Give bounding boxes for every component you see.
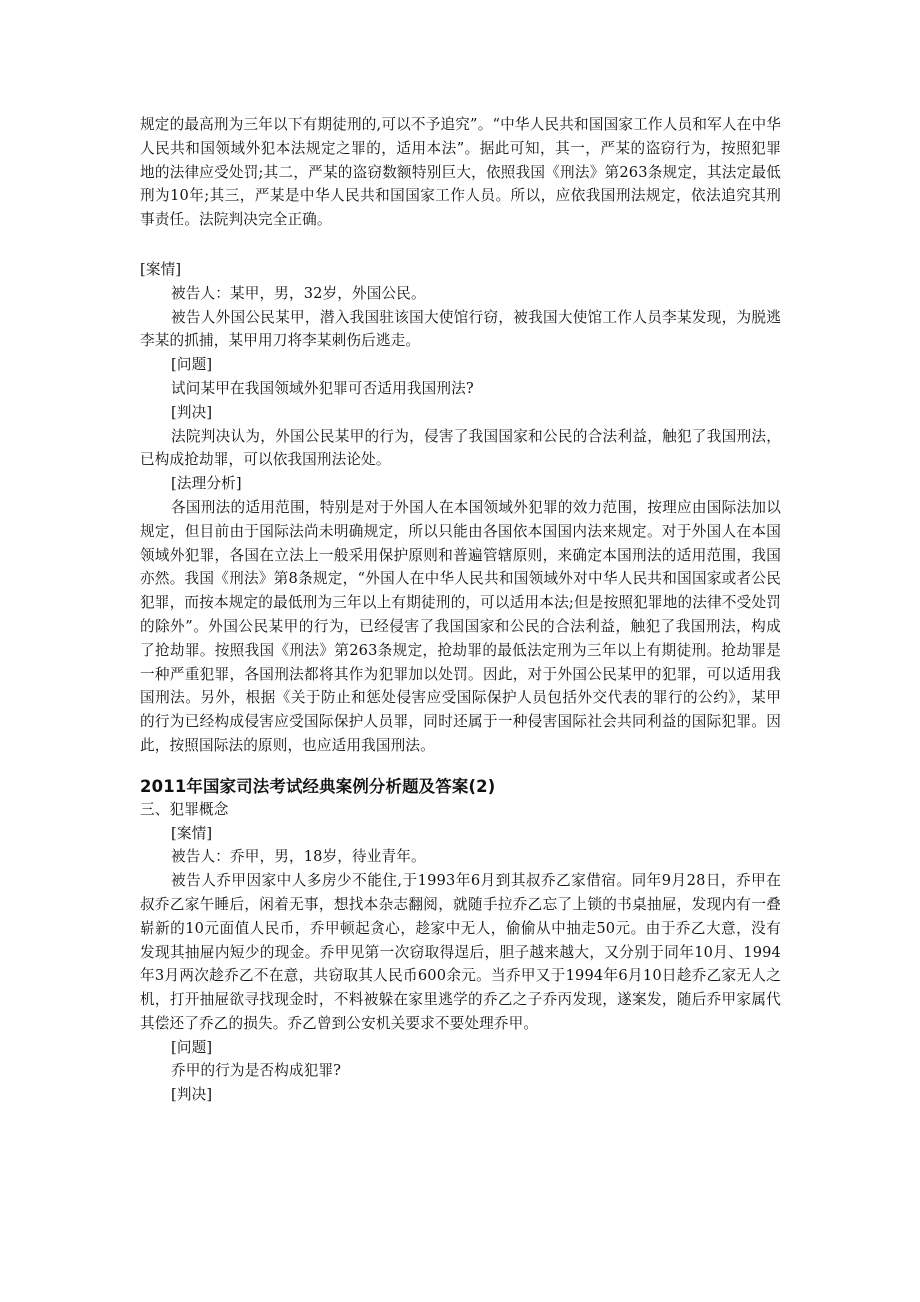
question-label: [问题]: [171, 1038, 213, 1056]
case-facts: 被告人外国公民某甲，潜入我国驻该国大使馆行窃，被我国大使馆工作人员李某发现，为脱逃李某的抓捕，某甲用刀将李某刺伤后逃走。: [140, 308, 781, 350]
defendant-line: 被告人：某甲，男，32岁，外国公民。: [171, 284, 426, 302]
case-label: [案情]: [140, 260, 182, 278]
analysis-label: [法理分析]: [171, 475, 242, 493]
spacer: [140, 758, 781, 775]
intro-paragraph: 规定的最高刑为三年以下有期徒刑的,可以不予追究”。“中华人民共和国国家工作人员和军人在中华人民共和国领域外犯本法规定之罪的，适用本法”。据此可知，其一，严某的盗窃行为，按照犯罪地的法律应受处罚;其二，严某的盗窃数额特别巨大，依照我国《刑法》第263条规定，其法定最低刑为10年;其三，严某是中华人民共和国国家工作人员。所以，应依我国刑法规定，依法追究其刑事责任。法院判决完全正确。: [140, 116, 781, 229]
section-heading: 2011年国家司法考试经典案例分析题及答案(2): [140, 776, 496, 796]
judgment-label: [判决]: [171, 1086, 213, 1104]
question-text: 乔甲的行为是否构成犯罪?: [171, 1062, 342, 1080]
question-text: 试问某甲在我国领域外犯罪可否适用我国刑法?: [171, 379, 474, 397]
document-body: [140, 113, 781, 1107]
defendant-line: 被告人：乔甲，男，18岁，待业青年。: [171, 848, 426, 866]
question-label: [问题]: [171, 356, 213, 374]
analysis-text: 各国刑法的适用范围，特别是对于外国人在本国领域外犯罪的效力范围，按理应由国际法加以规定，但目前由于国际法尚未明确规定，所以只能由各国依本国国内法来规定。对于外国人在本国领域外犯罪，各国在立法上一般采用保护原则和普遍管辖原则，来确定本国刑法的适用范围，我国亦然。我国《刑法》第8条规定，“外国人在中华人民共和国领域外对中华人民共和国国家或者公民犯罪，而按本规定的最低刑为三年以上有期徒刑的，可以适用本法;但是按照犯罪地的法律不受处罚的除外”。外国公民某甲的行为，已经侵害了我国国家和公民的合法利益，触犯了我国刑法，构成了抢劫罪。按照我国《刑法》第263条规定，抢劫罪的最低法定刑为三年以上有期徒刑。抢劫罪是一种严重犯罪，各国刑法都将其作为犯罪加以处罚。因此，对于外国公民某甲的犯罪，可以适用我国刑法。另外，根据《关于防止和惩处侵害应受国际保护人员包括外交代表的罪行的公约》，某甲的行为已经构成侵害应受国际保护人员罪，同时还属于一种侵害国际社会共同利益的国际犯罪。因此，按照国际法的原则，也应适用我国刑法。: [140, 498, 781, 754]
case-label: [案情]: [171, 824, 213, 842]
judgment-label: [判决]: [171, 403, 213, 421]
judgment-text: 法院判决认为，外国公民某甲的行为，侵害了我国国家和公民的合法利益，触犯了我国刑法，已构成抢劫罪，可以依我国刑法论处。: [140, 427, 781, 469]
case-facts: 被告人乔甲因家中人多房少不能住,于1993年6月到其叔乔乙家借宿。同年9月28日，乔甲在叔乔乙家午睡后，闲着无事，想找本杂志翻阅，就随手拉乔乙忘了上锁的书桌抽屉，发现内有一叠崭新的10元面值人民币，乔甲顿起贪心，趁家中无人，偷偷从中抽走50元。由于乔乙大意，没有发现其抽屉内短少的现金。乔甲见第一次窃取得逞后，胆子越来越大，又分别于同年10月、1994年3月两次趁乔乙不在意，共窃取其人民币600余元。当乔甲又于1994年6月10日趁乔乙家无人之机，打开抽屉欲寻找现金时，不料被躲在家里逃学的乔乙之子乔丙发现，遂案发，随后乔甲家属代其偿还了乔乙的损失。乔乙曾到公安机关要求不要处理乔甲。: [140, 872, 781, 1032]
spacer: [140, 232, 781, 258]
section-subheading: 三、犯罪概念: [140, 800, 229, 818]
